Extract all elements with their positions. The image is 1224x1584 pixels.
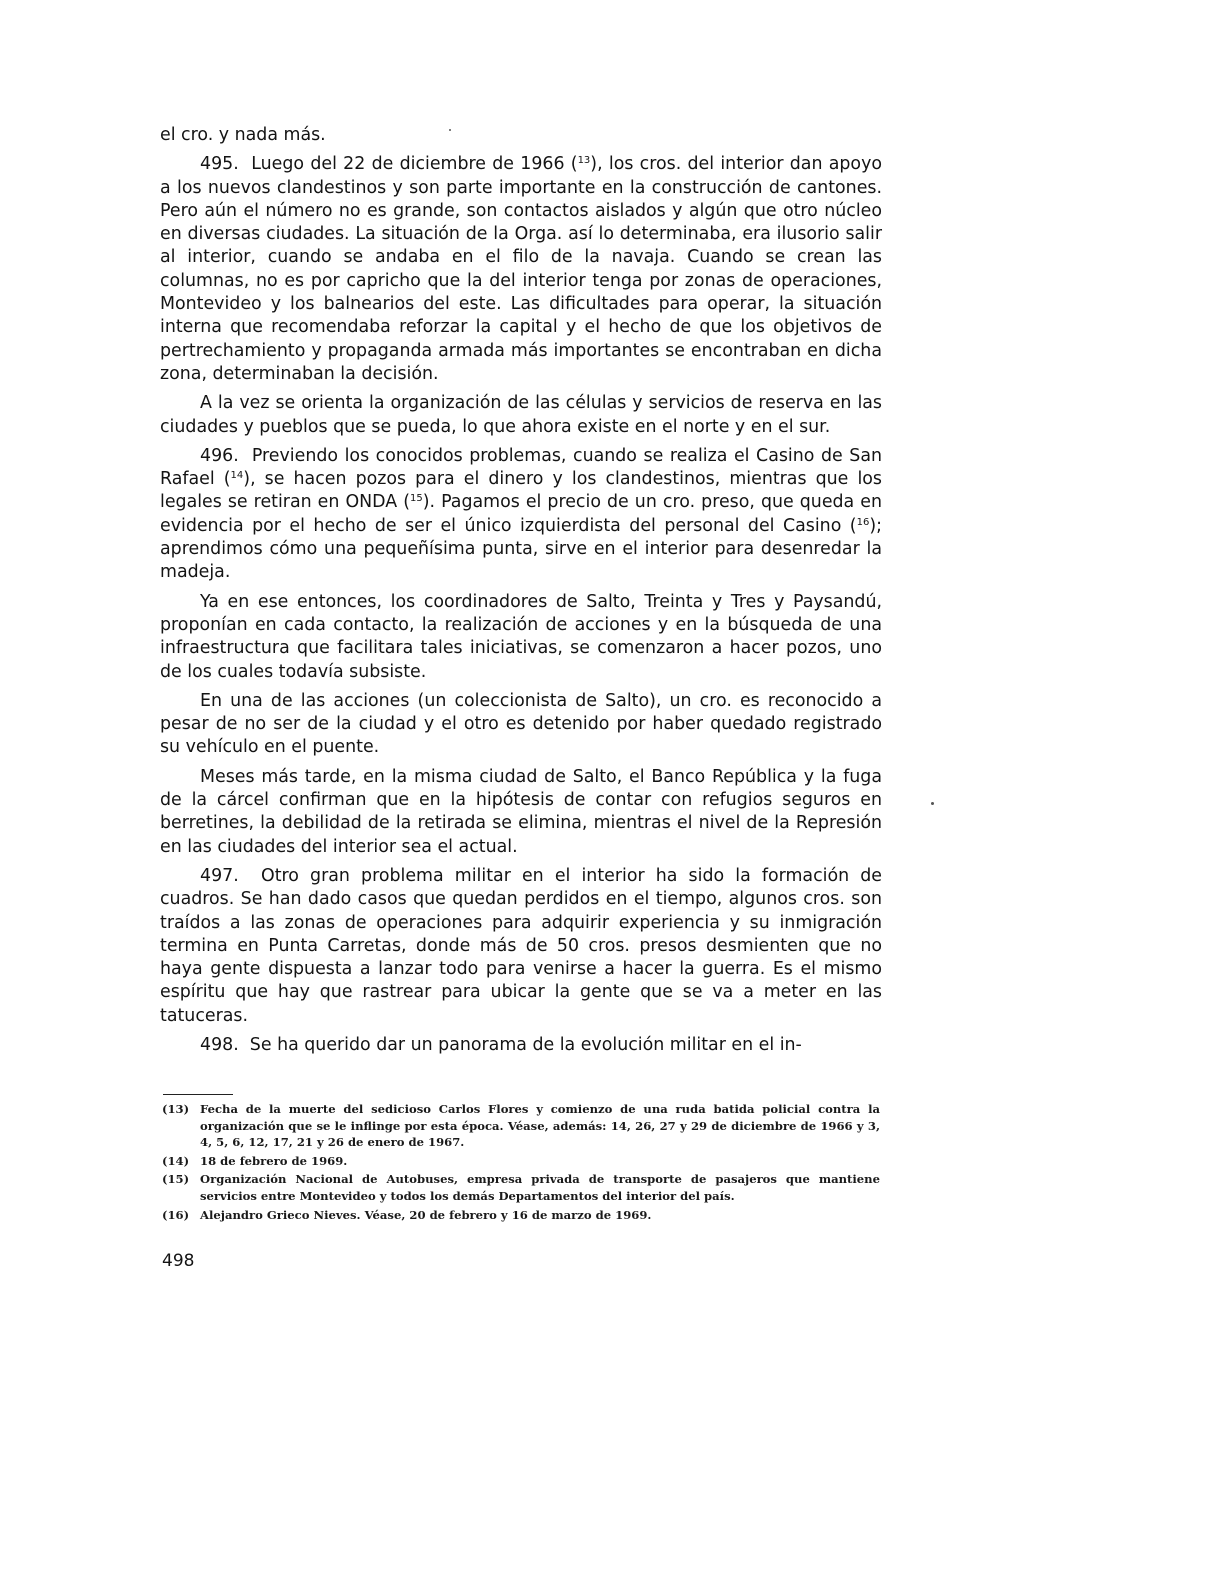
footnote-15 [162, 1171, 880, 1204]
page-number: 498 [162, 1251, 195, 1271]
footnote-ref-14: 14 [230, 470, 244, 482]
paragraph-number: 495. [200, 154, 239, 175]
footnote-text: Alejandro Grieco Nieves. Véase, 20 de febrero y 16 de marzo de 1969. [200, 1207, 652, 1222]
footnote-number: (15) [162, 1172, 190, 1187]
footnote-number: (16) [162, 1207, 190, 1222]
footnote-text: 18 de febrero de 1969. [200, 1153, 348, 1168]
footnote-ref-15: 15 [409, 493, 423, 505]
footnote-text: Organización Nacional de Autobuses, empresa privada de transporte de pasajeros que mantiene servicios entre Montevideo y todos los demás Departamentos del interior del país. [200, 1172, 880, 1203]
footnote-text: Fecha de la muerte del sedicioso Carlos Flores y comienzo de una ruda batida policial contra la organización que se le inflinge por esta época. Véase, además: 14, 26, 27 y 29 de diciembre de 1966 y 3, 4, 5, 6, 12, 17, 21 y 26 de enero de 1967. [200, 1102, 880, 1150]
footnote-13 [162, 1101, 880, 1151]
paragraph-continuation: el cro. y nada más. [160, 125, 326, 145]
footnote-number: (14) [162, 1153, 190, 1168]
paragraph-498: 498. Se ha querido dar un panorama de la evolución militar en el in- [200, 1034, 802, 1055]
paragraph-496: 496. Previendo los conocidos problemas, cuando se realiza el Casino de San Rafael ($^{14}$), se hacen pozos para el dinero y los clandestinos, mientras que los legales se retiran en ONDA ($^{15}$). Pagamos el precio de un cro. preso, que queda en evidencia por el hecho de ser el único izquierdista del personal del Casino ($^{16}$); aprendimos cómo una pequeñísima punta, sirve en el interior para desenredar la madeja. [160, 445, 882, 583]
scan-speck [449, 129, 451, 131]
footnote-16 [162, 1207, 880, 1224]
paragraph-number: 497. [200, 865, 239, 886]
paragraph-495: 495. Luego del 22 de diciembre de 1966 ($^{13}$), los cros. del interior dan apoyo a los nuevos clandestinos y son parte importante en la construcción de cantones. Pero aún el número no es grande, son contactos aislados y algún que otro núcleo en diversas ciudades. La situación de la Orga. así lo determinaba, era ilusorio salir al interior, cuando se andaba en el filo de la navaja. Cuando se crean las columnas, no es por capricho que la del interior tenga por zonas de operaciones, Montevideo y los balnearios del este. Las dificultades para operar, la situación interna que recomendaba reforzar la capital y el hecho de que los objetivos de pertrechamiento y propaganda armada más importantes se encontraban en dicha zona, determinaban la decisión. [160, 154, 882, 384]
paragraph-coleccionista: En una de las acciones (un coleccionista de Salto), un cro. es reconocido a pesar de no ser de la ciudad y el otro es detenido por haber quedado registrado su vehículo en el puente. [160, 690, 882, 758]
footnote-ref-13: 13 [577, 155, 591, 167]
main-text [160, 124, 882, 1057]
footnote-14 [162, 1153, 880, 1170]
paragraph-coordinadores: Ya en ese entonces, los coordinadores de Salto, Treinta y Tres y Paysandú, proponían en cada contacto, la realización de acciones y en la búsqueda de una infraestructura que facilitara tales iniciativas, se comenzaron a hacer pozos, uno de los cuales todavía subsiste. [160, 591, 882, 682]
footnote-number: (13) [162, 1102, 190, 1116]
paragraph-banco-republica: Meses más tarde, en la misma ciudad de Salto, el Banco República y la fuga de la cárcel confirman que en la hipótesis de contar con refugios seguros en berretines, la debilidad de la retirada se elimina, mientras el nivel de la Represión en las ciudades del interior sea el actual. [160, 766, 882, 857]
footnote-divider [163, 1094, 233, 1095]
paragraph-reserva: A la vez se orienta la organización de las células y servicios de reserva en las ciudades y pueblos que se pueda, lo que ahora existe en el norte y en el sur. [160, 393, 882, 437]
paragraph-497: 497. Otro gran problema militar en el interior ha sido la formación de cuadros. Se han dado casos que quedan perdidos en el tiempo, algunos cros. son traídos a las zonas de operaciones para adquirir experiencia y su inmigración termina en Punta Carretas, donde más de 50 cros. presos desmienten que no haya gente dispuesta a lanzar todo para venirse a hacer la guerra. Es el mismo espíritu que hay que rastrear para ubicar la gente que se va a meter en las tatuceras. [160, 865, 882, 1026]
paragraph-number: 496. [200, 445, 239, 466]
footnotes [162, 1101, 880, 1225]
scan-speck [931, 802, 934, 805]
paragraph-number: 498. [200, 1034, 239, 1055]
footnote-ref-16: 16 [856, 516, 870, 528]
